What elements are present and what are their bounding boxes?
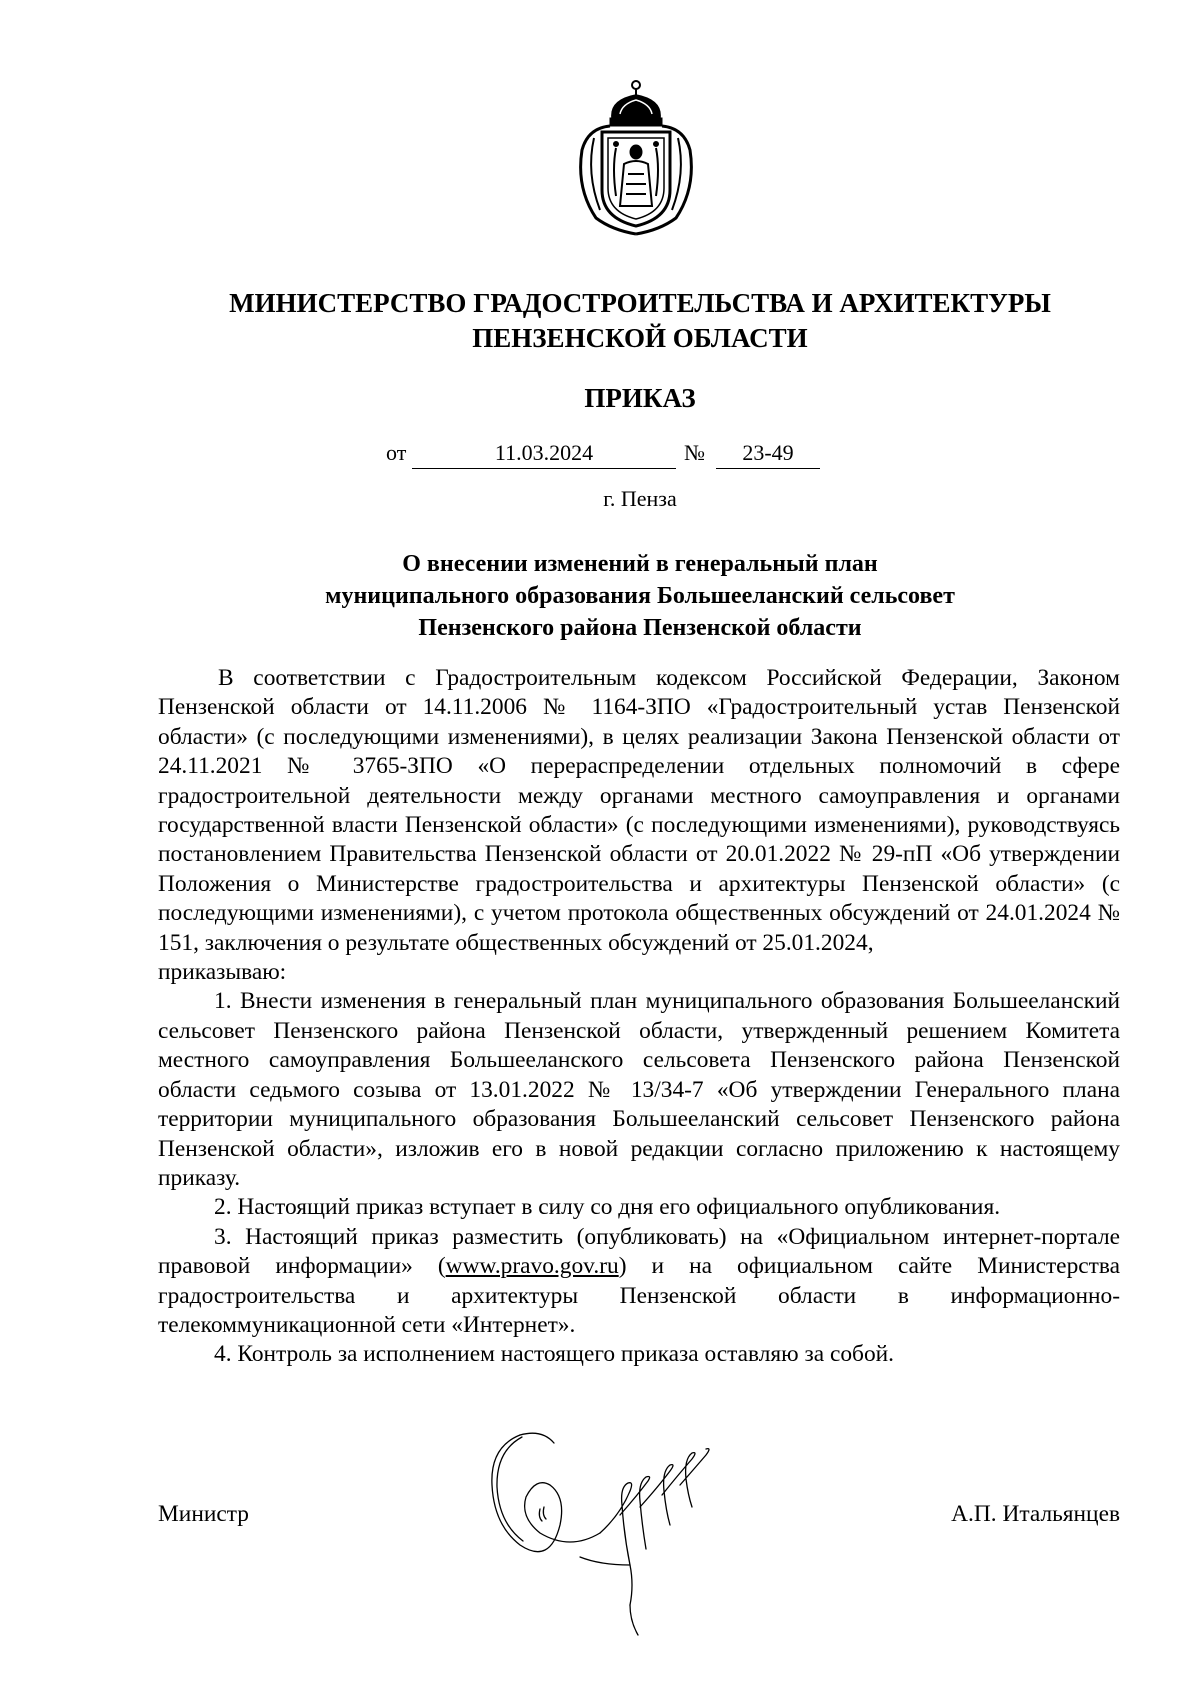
signatory-name: А.П. Итальянцев [951, 1501, 1120, 1527]
handwritten-signature [480, 1425, 750, 1640]
item-4: 4. Контроль за исполнением настоящего приказа оставляю за собой. [214, 1341, 895, 1368]
preamble: В соответствии с Градостроительным кодексом Российской Федерации, Законом Пензенской области от 14.11.2006 № 1164-ЗПО «Градостроительный устав Пензенской области» (с последующими изменениями), в целях реализации Закона Пензенской области от 24.11.2021 № 3765-ЗПО «О перераспределении отдельных полномочий в сфере градостроительной деятельности между органами местного самоуправления и органами государственной власти Пензенской области» (с последующими изменениями), руководствуясь постановлением Правительства Пензенской области от 20.01.2022 № 29-пП «Об утверждении Положения о Министерстве градостроительства и архитектуры Пензенской области» (с последующими изменениями), с учетом протокола общественных обсуждений от 24.01.2024 № 151, заключения о результате общественных обсуждений от 25.01.2024, [158, 665, 1120, 956]
item-2: 2. Настоящий приказ вступает в силу со дня его официального опубликования. [214, 1194, 1001, 1221]
ministry-name-line2: ПЕНЗЕНСКОЙ ОБЛАСТИ [472, 323, 808, 353]
ministry-name-line1: МИНИСТЕРСТВО ГРАДОСТРОИТЕЛЬСТВА И АРХИТЕКТУРЫ [229, 288, 1051, 318]
order-date: 11.03.2024 [412, 438, 676, 469]
document-type: ПРИКАЗ [584, 383, 696, 413]
item-1: 1. Внести изменения в генеральный план муниципального образования Большееланский сельсовет Пензенского района Пензенской области, утвержденный решением Комитета местного самоуправления Большееланского сельсовета Пензенского района Пензенской области седьмого созыва от 13.01.2022 № 13/34-7 «Об утверждении Генерального плана территории муниципального образования Большееланский сельсовет Пензенского района Пензенской области», изложив его в новой редакции согласно приложению к настоящему приказу. [158, 988, 1120, 1191]
pravo-gov-link[interactable]: www.pravo.gov.ru [445, 1253, 619, 1280]
order-body [158, 664, 1120, 1370]
order-word: приказываю: [158, 959, 287, 986]
order-number: 23-49 [716, 438, 820, 469]
city: г. Пенза [603, 486, 677, 511]
subject-line2: муниципального образования Большееланский сельсовет [325, 583, 955, 609]
item-3-text-after: ) и на официальном сайте Министерства градостроительства и архитектуры Пензенской области в информационно-телекоммуникационной сети «Интернет». [158, 1253, 1120, 1338]
order-subject [150, 548, 1130, 644]
ministry-name [150, 286, 1130, 356]
subject-line3: Пензенского района Пензенской области [418, 615, 862, 641]
order-date-number [0, 438, 1200, 472]
signatory-title: Министр [158, 1501, 249, 1527]
number-label: № [684, 440, 705, 465]
coat-of-arms-icon [572, 78, 700, 236]
date-label: от [386, 440, 407, 465]
item-3 [158, 1223, 1120, 1341]
item-3-text-before: 3. Настоящий приказ разместить (опубликовать) на «Официальном интернет-портале правовой информации» ( [158, 1223, 1120, 1280]
subject-line1: О внесении изменений в генеральный план [402, 551, 878, 577]
